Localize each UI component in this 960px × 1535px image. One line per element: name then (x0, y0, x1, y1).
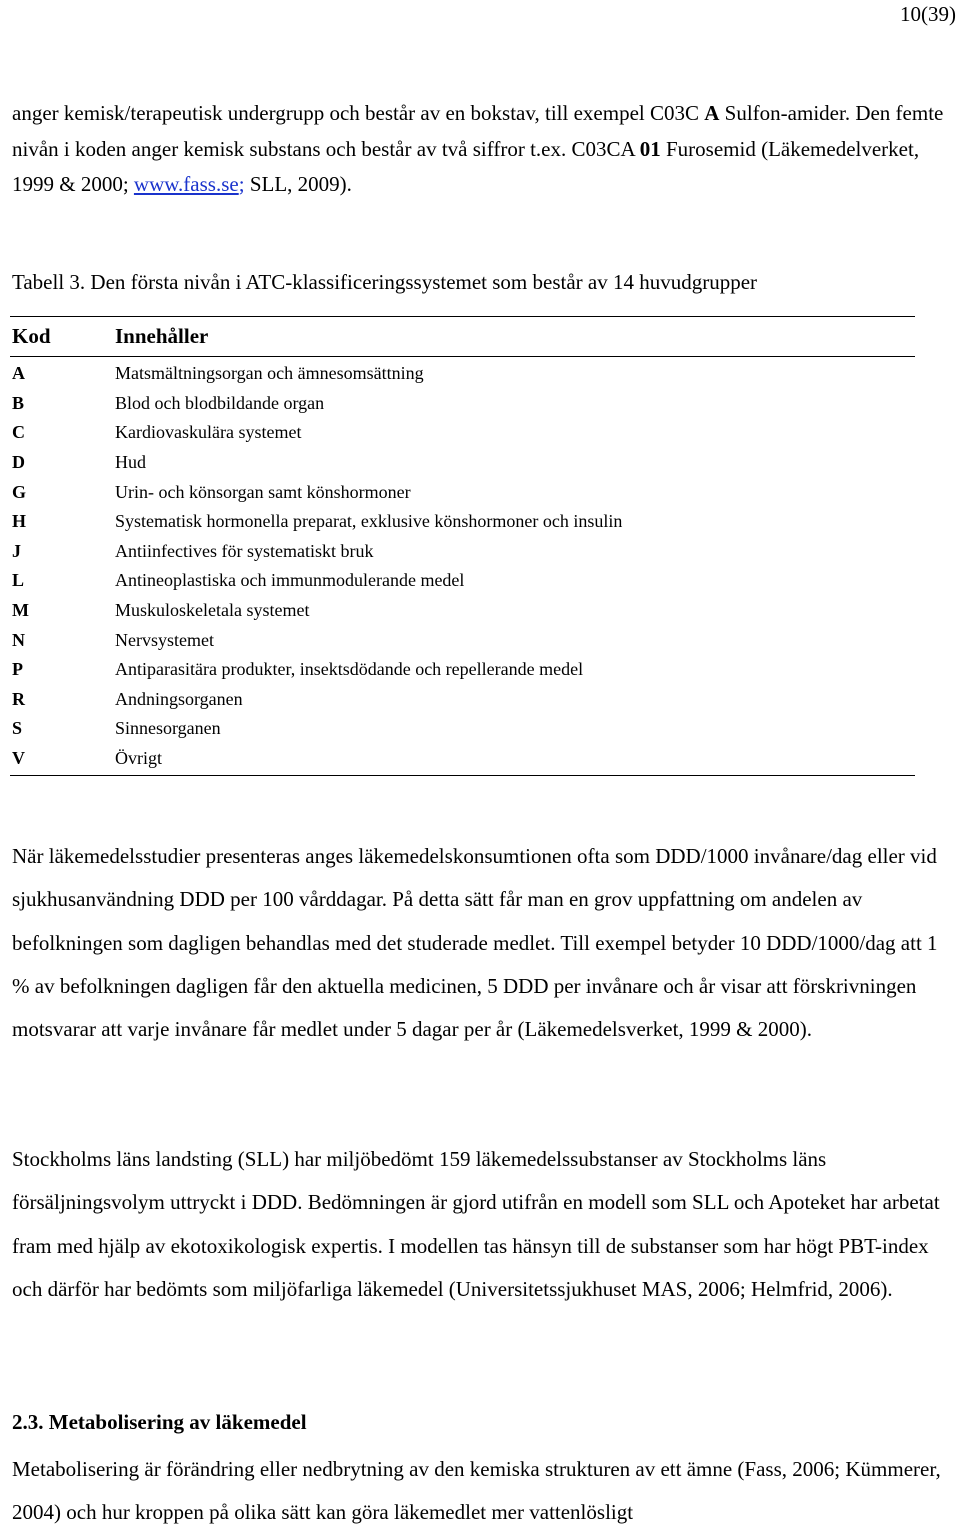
header-contents: Innehåller (115, 324, 209, 348)
row-desc: Antiparasitära produkter, insektsdödande och repellerande medel (115, 659, 584, 680)
table-row (10, 389, 915, 419)
intro-bold-01: 01 (639, 136, 661, 161)
intro-text-4: SLL, 2009). (249, 172, 352, 196)
row-code: J (12, 540, 21, 561)
table-caption-label: Tabell 3. (12, 270, 86, 294)
row-code: B (12, 392, 25, 413)
row-desc: Kardiovaskulära systemet (115, 422, 302, 443)
row-desc: Systematisk hormonella preparat, exklusive könshormoner och insulin (115, 511, 623, 532)
row-desc: Matsmältningsorgan och ämnesomsättning (115, 363, 424, 384)
row-code: R (12, 688, 25, 709)
intro-text-3: Furosemid (Läkemedelverket, 1999 & 2000; (12, 136, 920, 196)
row-desc: Andningsorganen (115, 688, 243, 709)
table-row (10, 685, 915, 715)
row-desc: Övrigt (115, 748, 162, 769)
table-row (10, 537, 915, 567)
row-code: C (12, 422, 25, 443)
row-desc: Sinnesorganen (115, 718, 221, 739)
table-row (10, 507, 915, 537)
section-heading: 2.3. Metabolisering av läkemedel (12, 1410, 307, 1434)
atc-table (10, 316, 915, 776)
table-body (10, 357, 915, 775)
row-code: S (12, 718, 23, 739)
header-code: Kod (12, 324, 51, 348)
table-header-row (10, 317, 915, 357)
row-code: V (12, 748, 25, 769)
table-row (10, 744, 915, 774)
intro-text-2: Sulfon-amider. Den femte nivån i koden anger kemisk substans och består av två siffror t.ex. C03CA (12, 101, 944, 161)
table-row (10, 596, 915, 626)
table-row (10, 418, 915, 448)
row-desc: Antiinfectives för systematiskt bruk (115, 540, 374, 561)
page-number: 10(39) (900, 2, 956, 26)
table-row (10, 359, 915, 389)
table-row (10, 566, 915, 596)
row-desc: Muskuloskeletala systemet (115, 600, 310, 621)
table-row (10, 477, 915, 507)
row-desc: Nervsystemet (115, 629, 214, 650)
intro-text-1: anger kemisk/terapeutisk undergrupp och består av en bokstav, till exempel C03C (12, 101, 705, 125)
table-row (10, 655, 915, 685)
table-row (10, 448, 915, 478)
paragraph-sll: Stockholms läns landsting (SLL) har miljöbedömt 159 läkemedelssubstanser av Stockholms läns försäljningsvolym uttryckt i DDD. Bedömningen är gjord utifrån en modell som SLL och Apoteket har arbetat fram med hjälp av ekotoxikologisk expertis. I modellen tas hänsyn till de substanser som har högt PBT-index och därför har bedömts som miljöfarliga läkemedel (Universitetssjukhuset MAS, 2006; Helmfrid, 2006). (12, 1147, 940, 1301)
row-code: H (12, 511, 27, 532)
row-desc: Blod och blodbildande organ (115, 392, 325, 413)
row-code: A (12, 363, 25, 384)
table-row (10, 714, 915, 744)
table-caption-text: Den första nivån i ATC-klassificeringssystemet som består av 14 huvudgrupper (85, 270, 758, 294)
row-desc: Hud (115, 452, 146, 473)
paragraph-metabolism: Metabolisering är förändring eller nedbrytning av den kemiska strukturen av ett ämne (Fass, 2006; Kümmerer, 2004) och hur kroppen på olika sätt kan göra läkemedlet mer vattenlösligt (12, 1457, 941, 1525)
row-code: M (12, 600, 29, 621)
row-code: N (12, 629, 25, 650)
intro-paragraph (12, 96, 952, 203)
table-row (10, 625, 915, 655)
row-code: P (12, 659, 23, 680)
row-desc: Antineoplastiska och immunmodulerande medel (115, 570, 465, 591)
table-caption (12, 270, 757, 295)
row-code: D (12, 452, 25, 473)
row-desc: Urin- och könsorgan samt könshormoner (115, 481, 411, 502)
row-code: L (12, 570, 25, 591)
fass-link[interactable]: www.fass.se (133, 172, 239, 196)
link-tail: ; (238, 172, 250, 196)
paragraph-ddd: När läkemedelsstudier presenteras anges läkemedelskonsumtionen ofta som DDD/1000 invånare/dag eller vid sjukhusanvändning DDD per 100 vårddagar. På detta sätt får man en grov uppfattning om andelen av befolkningen som dagligen behandlas med det studerade medlet. Till exempel betyder 10 DDD/1000/dag att 1 % av befolkningen dagligen får den aktuella medicinen, 5 DDD per invånare och år visar att förskrivningen motsvarar att varje invånare får medlet under 5 dagar per år (Läkemedelsverket, 1999 & 2000). (12, 844, 938, 1042)
row-code: G (12, 481, 27, 502)
intro-bold-a: A (704, 101, 720, 125)
